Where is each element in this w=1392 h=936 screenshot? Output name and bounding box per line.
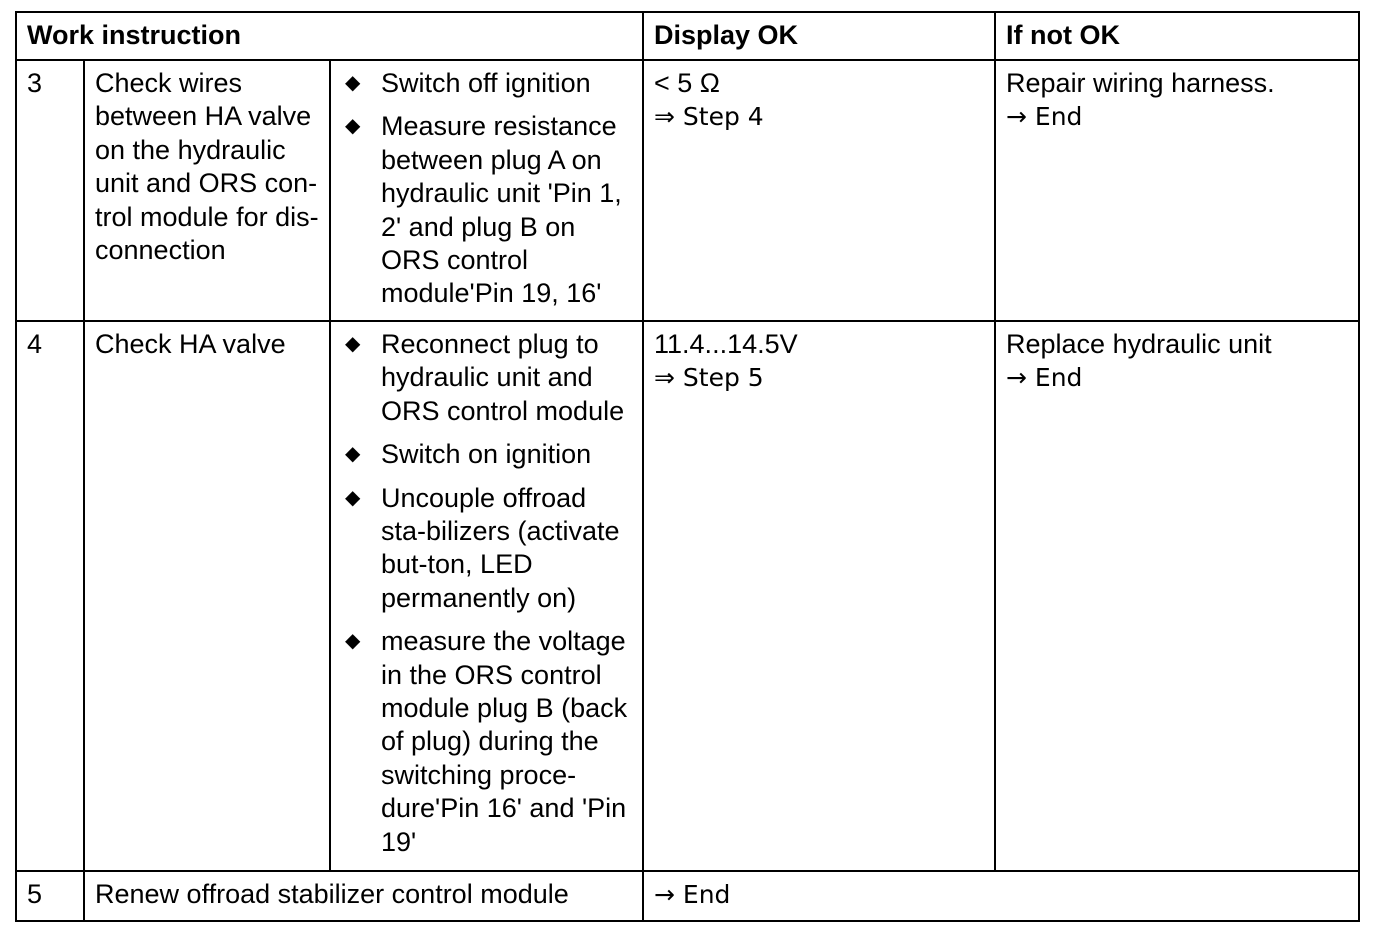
not-ok-cell xyxy=(995,60,1359,321)
instruction-text: Renew offroad stabilizer control module xyxy=(84,871,643,921)
action-text: Uncouple offroad sta-bilizers (activate but-ton, LED permanently on) xyxy=(381,482,620,613)
display-ok-cell xyxy=(643,871,1359,921)
display-ok-cell xyxy=(643,321,995,871)
table-row xyxy=(16,60,1359,321)
diamond-bullet-icon: ◆ xyxy=(345,72,361,94)
step-number: 5 xyxy=(16,871,84,921)
action-list xyxy=(341,328,634,859)
display-ok-cell xyxy=(643,60,995,321)
not-ok-text: Replace hydraulic unit xyxy=(1006,329,1272,359)
action-text: Reconnect plug to hydraulic unit and ORS control module xyxy=(381,329,625,426)
diamond-bullet-icon: ◆ xyxy=(345,443,361,466)
check-line: unit and ORS con- xyxy=(95,168,318,199)
check-line: on the hydraulic xyxy=(95,134,286,165)
list-item xyxy=(341,67,634,100)
diamond-bullet-icon: ◆ xyxy=(345,115,361,138)
display-ok-next-step: ⇒ Step 5 xyxy=(654,363,764,393)
action-list-cell xyxy=(330,60,643,321)
diamond-bullet-icon: ◆ xyxy=(345,630,361,653)
action-list-cell xyxy=(330,321,643,871)
check-line: between HA valve xyxy=(95,101,312,132)
list-item xyxy=(341,328,634,428)
work-instruction-table xyxy=(15,11,1360,922)
diamond-bullet-icon: ◆ xyxy=(345,486,361,509)
check-description: Check HA valve xyxy=(84,321,330,871)
action-text: Switch off ignition xyxy=(381,68,591,98)
display-ok-value: 11.4...14.5V xyxy=(654,329,798,359)
step-number: 4 xyxy=(16,321,84,871)
table-row xyxy=(16,321,1359,871)
list-item xyxy=(341,625,634,859)
check-line: Check wires xyxy=(95,68,243,98)
check-line: connection xyxy=(95,235,226,266)
not-ok-next: → End xyxy=(1006,102,1083,132)
action-text: measure the voltage in the ORS control module plug B (back of plug) during the switching proce-dure'Pin 16' and 'Pin 19' xyxy=(381,626,628,857)
check-description xyxy=(84,60,330,321)
not-ok-cell xyxy=(995,321,1359,871)
diamond-bullet-icon: ◆ xyxy=(345,333,361,355)
step-number: 3 xyxy=(16,60,84,321)
header-display-ok: Display OK xyxy=(643,12,995,60)
list-item xyxy=(341,110,634,310)
table-row xyxy=(16,871,1359,921)
display-ok-value: < 5 Ω xyxy=(654,68,720,98)
action-list xyxy=(341,67,634,311)
header-if-not-ok: If not OK xyxy=(995,12,1359,60)
action-text: Measure resistance between plug A on hydraulic unit 'Pin 1, 2' and plug B on ORS control module'Pin 19, 16' xyxy=(381,111,622,309)
display-ok-next-step: ⇒ Step 4 xyxy=(654,102,764,132)
check-line: trol module for dis- xyxy=(95,201,319,232)
header-work-instruction: Work instruction xyxy=(16,12,643,60)
list-item xyxy=(341,438,634,471)
header-row xyxy=(16,12,1359,60)
not-ok-text: Repair wiring harness. xyxy=(1006,68,1275,98)
display-ok-next-step: → End xyxy=(654,880,731,909)
not-ok-next: → End xyxy=(1006,363,1083,393)
list-item xyxy=(341,482,634,616)
action-text: Switch on ignition xyxy=(381,439,592,470)
